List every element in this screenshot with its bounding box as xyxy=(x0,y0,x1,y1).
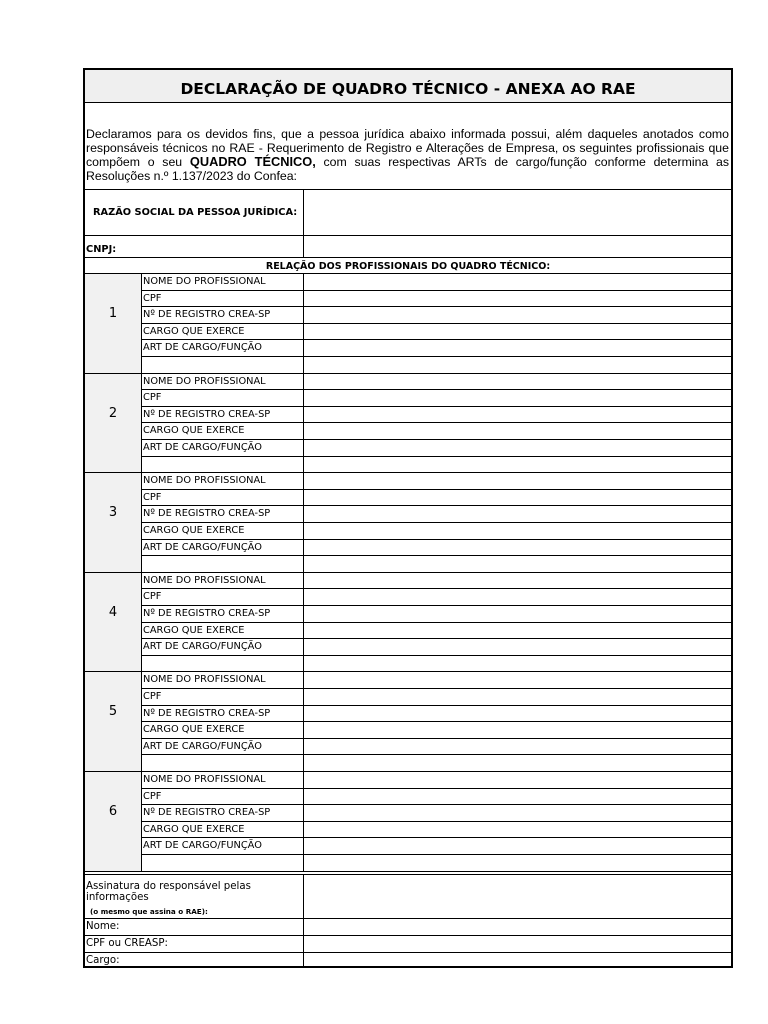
field-label: CARGO QUE EXERCE xyxy=(143,823,245,835)
field-input[interactable] xyxy=(304,606,731,622)
field-label: NOME DO PROFISSIONAL xyxy=(143,475,266,487)
group-number-cell xyxy=(85,374,141,473)
field-input[interactable] xyxy=(304,423,731,439)
declaration-text-part2: com suas respectivas ARTs de cargo/função conforme determina as Resoluções n.º 1.137/2023 do Confea: xyxy=(86,155,730,183)
group-number-cell xyxy=(85,672,141,771)
field-input[interactable] xyxy=(304,573,731,589)
section-title: RELAÇÃO DOS PROFISSIONAIS DO QUADRO TÉCNICO: xyxy=(265,261,551,272)
group-number-cell xyxy=(85,772,141,871)
group-number: 1 xyxy=(108,306,118,321)
field-label: Nº DE REGISTRO CREA-SP xyxy=(143,309,271,321)
field-label: ART DE CARGO/FUNÇÃO xyxy=(143,641,262,653)
field-input[interactable] xyxy=(304,407,731,423)
field-label: NOME DO PROFISSIONAL xyxy=(143,674,266,686)
field-input[interactable] xyxy=(304,540,731,556)
field-input[interactable] xyxy=(304,772,731,788)
cnpj-field[interactable] xyxy=(304,236,731,257)
field-input[interactable] xyxy=(304,689,731,705)
field-input[interactable] xyxy=(304,440,731,456)
company-name-field[interactable] xyxy=(304,190,731,235)
cpf-crea-field[interactable] xyxy=(304,936,731,952)
declaration-text-part1: Declaramos para os devidos fins, que a pessoa jurídica abaixo informada possui, além daqueles anotados como responsáveis técnicos no RAE - Requerimento de Registro e Alterações de Empresa, os seguintes profissionais que compõem o seu xyxy=(86,127,729,169)
field-input[interactable] xyxy=(304,623,731,639)
group-number: 2 xyxy=(108,405,118,421)
field-label: CPF xyxy=(143,491,162,503)
field-label: ART DE CARGO/FUNÇÃO xyxy=(143,342,262,354)
field-input[interactable] xyxy=(304,523,731,539)
field-input[interactable] xyxy=(304,672,731,688)
field-label: Nº DE REGISTRO CREA-SP xyxy=(143,408,271,420)
signature-note: (o mesmo que assina o RAE): xyxy=(90,907,208,916)
declaration-text xyxy=(86,127,729,183)
field-label: Nº DE REGISTRO CREA-SP xyxy=(143,608,271,619)
field-input[interactable] xyxy=(304,639,731,655)
field-label: ART DE CARGO/FUNÇÃO xyxy=(143,541,262,553)
field-input[interactable] xyxy=(304,374,731,390)
field-input[interactable] xyxy=(304,307,731,323)
cpf-crea-label: CPF ou CREASP: xyxy=(86,938,168,949)
field-label: NOME DO PROFISSIONAL xyxy=(143,276,266,287)
field-label: Nº DE REGISTRO CREA-SP xyxy=(143,807,271,819)
group-number-cell xyxy=(85,573,141,672)
field-input[interactable] xyxy=(304,822,731,838)
field-input[interactable] xyxy=(304,722,731,738)
field-input[interactable] xyxy=(304,490,731,506)
divider xyxy=(85,257,731,258)
field-input[interactable] xyxy=(304,589,731,605)
divider xyxy=(141,356,731,357)
divider xyxy=(141,655,731,656)
field-input[interactable] xyxy=(304,506,731,522)
field-label: CARGO QUE EXERCE xyxy=(143,525,245,536)
field-input[interactable] xyxy=(304,274,731,290)
company-name-label: RAZÃO SOCIAL DA PESSOA JURÍDICA: xyxy=(93,207,298,218)
document-title: DECLARAÇÃO DE QUADRO TÉCNICO - ANEXA AO RAE xyxy=(85,70,731,102)
field-input[interactable] xyxy=(304,789,731,805)
field-label: CPF xyxy=(143,790,162,802)
declaration-form xyxy=(83,68,733,968)
divider xyxy=(141,456,731,457)
field-input[interactable] xyxy=(304,324,731,340)
role-field[interactable] xyxy=(304,953,731,968)
field-label: CARGO QUE EXERCE xyxy=(143,425,245,437)
field-label: Nº DE REGISTRO CREA-SP xyxy=(143,508,271,520)
field-label: ART DE CARGO/FUNÇÃO xyxy=(143,840,262,852)
field-input[interactable] xyxy=(304,805,731,821)
field-label: CARGO QUE EXERCE xyxy=(143,325,245,337)
field-label: CARGO QUE EXERCE xyxy=(143,724,245,736)
group-number-cell xyxy=(85,473,141,572)
field-label: CPF xyxy=(143,591,162,603)
group-number: 6 xyxy=(108,804,118,819)
name-field[interactable] xyxy=(304,919,731,935)
divider xyxy=(141,555,731,556)
divider xyxy=(85,102,731,103)
group-number-cell xyxy=(85,274,141,373)
field-input[interactable] xyxy=(304,473,731,489)
field-input[interactable] xyxy=(304,838,731,854)
field-label: CPF xyxy=(143,392,162,404)
divider xyxy=(85,871,731,872)
field-label: ART DE CARGO/FUNÇÃO xyxy=(143,740,262,752)
role-label: Cargo: xyxy=(86,955,120,966)
group-number: 4 xyxy=(108,604,118,620)
declaration-text-bold: QUADRO TÉCNICO, xyxy=(189,154,316,169)
signature-field[interactable] xyxy=(304,875,731,918)
field-input[interactable] xyxy=(304,706,731,722)
field-input[interactable] xyxy=(304,291,731,307)
cnpj-label: CNPJ: xyxy=(86,244,117,255)
field-input[interactable] xyxy=(304,739,731,755)
field-label: NOME DO PROFISSIONAL xyxy=(143,774,266,785)
field-label: Nº DE REGISTRO CREA-SP xyxy=(143,707,271,719)
field-label: NOME DO PROFISSIONAL xyxy=(143,574,266,586)
field-label: CPF xyxy=(143,292,162,304)
field-label: CPF xyxy=(143,691,162,702)
divider xyxy=(141,854,731,855)
signature-label: Assinatura do responsável pelas informações xyxy=(86,881,251,903)
field-label: CARGO QUE EXERCE xyxy=(143,624,245,636)
field-label: ART DE CARGO/FUNÇÃO xyxy=(143,442,262,453)
group-number: 3 xyxy=(108,505,118,521)
name-label: Nome: xyxy=(86,921,120,932)
field-input[interactable] xyxy=(304,340,731,356)
group-number: 5 xyxy=(108,704,118,720)
divider xyxy=(141,754,731,755)
field-label: NOME DO PROFISSIONAL xyxy=(143,375,266,387)
field-input[interactable] xyxy=(304,390,731,406)
